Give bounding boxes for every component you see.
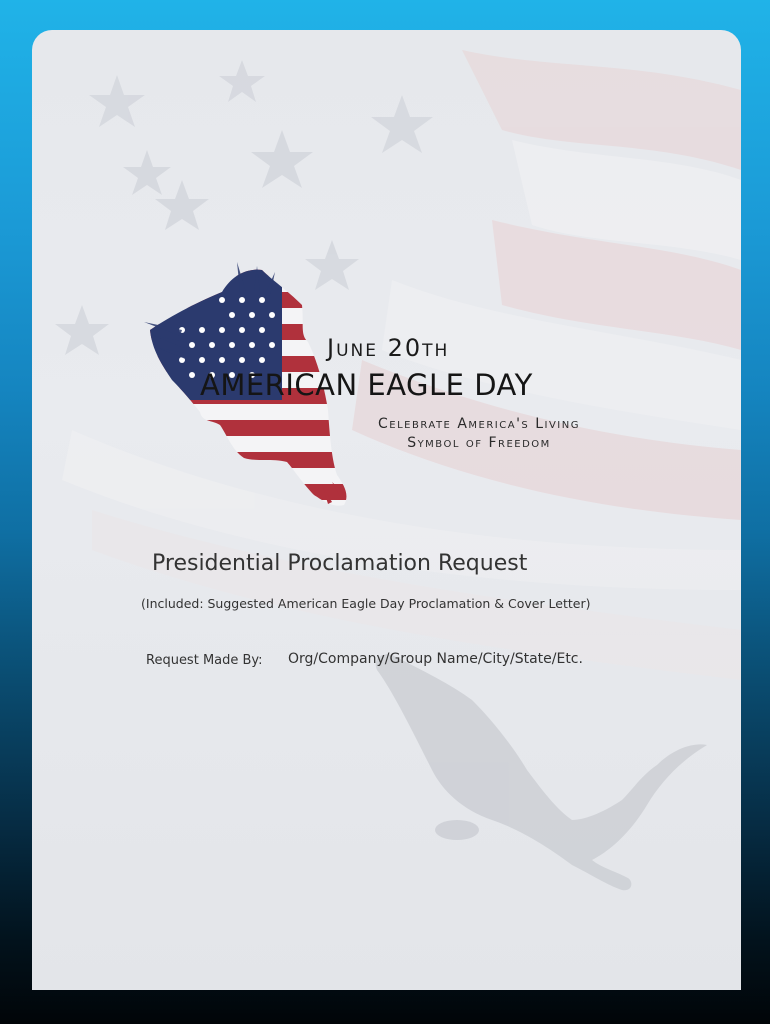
request-title: Presidential Proclamation Request xyxy=(152,551,528,576)
tagline-line-1: Celebrate America's Living xyxy=(378,416,580,432)
event-title: AMERICAN EAGLE DAY xyxy=(200,368,533,402)
tagline xyxy=(344,415,614,453)
title-block xyxy=(32,30,741,990)
request-made-by-label: Request Made By: xyxy=(146,653,263,668)
request-made-by-value: Org/Company/Group Name/City/State/Etc. xyxy=(288,651,583,667)
document-page xyxy=(32,30,741,990)
event-date: June 20th xyxy=(327,334,450,362)
included-note: (Included: Suggested American Eagle Day Proclamation & Cover Letter) xyxy=(141,596,591,611)
tagline-line-2: Symbol of Freedom xyxy=(407,435,551,451)
